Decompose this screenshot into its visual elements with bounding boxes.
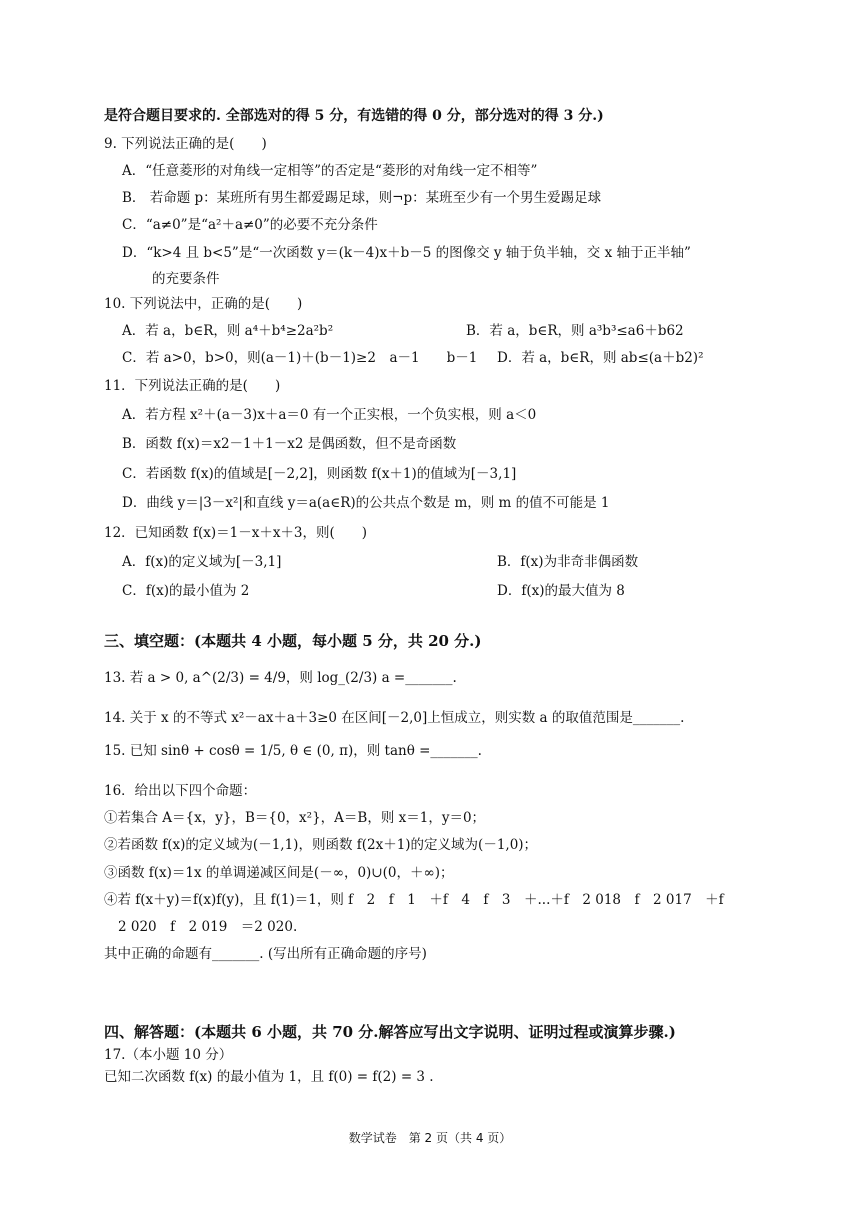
text-line: A．若 a，b∈R，则 a⁴＋b⁴≥2a²b² (122, 323, 334, 339)
text-line: 11．下列说法正确的是( ) (104, 378, 281, 394)
text-line: 14. 关于 x 的不等式 x²－ax＋a＋3≥0 在区间[－2,0]上恒成立，则实数 a 的取值范围是_______. (104, 710, 685, 726)
text-line: 10. 下列说法中，正确的是( ) (104, 296, 303, 312)
text-line: ②若函数 f(x)的定义域为(－1,1)，则函数 f(2x＋1)的定义域为(－1,0)； (104, 837, 538, 853)
text-line: 2 020 f 2 019 ＝2 020. (118, 919, 298, 935)
text-line: D．“k>4 且 b<5”是“一次函数 y＝(k－4)x＋b－5 的图像交 y 轴于负半轴，交 x 轴于正半轴” (122, 245, 691, 261)
text-line: D．f(x)的最大值为 8 (497, 583, 625, 599)
text-line: 的充要条件 (152, 271, 220, 287)
text-line: B． 若命题 p：某班所有男生都爱踢足球，则¬p：某班至少有一个男生爱踢足球 (122, 190, 602, 206)
section-heading: 三、填空题：(本题共 4 小题，每小题 5 分，共 20 分.) (104, 632, 482, 650)
text-line: 已知二次函数 f(x) 的最小值为 1，且 f(0) = f(2) = 3 . (104, 1069, 434, 1085)
text-line: 15. 已知 sinθ + cosθ = 1/5, θ ∈ (0, π)，则 tanθ =_______. (104, 743, 482, 759)
text-line: 17.（本小题 10 分） (104, 1047, 233, 1063)
text-line: A．若方程 x²＋(a－3)x＋a＝0 有一个正实根，一个负实根，则 a＜0 (122, 407, 537, 423)
text-line: ①若集合 A＝{x，y}，B＝{0，x²}，A＝B，则 x＝1，y＝0； (104, 810, 486, 826)
text-line: 是符合题目要求的. 全部选对的得 5 分，有选错的得 0 分，部分选对的得 3 分.) (104, 108, 604, 124)
text-line: B．函数 f(x)＝x2－1＋1－x2 是偶函数，但不是奇函数 (122, 436, 457, 452)
text-line: C．f(x)的最小值为 2 (122, 583, 250, 599)
text-line: 16．给出以下四个命题： (104, 783, 257, 799)
text-line: 其中正确的命题有_______. (写出所有正确命题的序号) (104, 946, 427, 962)
text-line: A．“任意菱形的对角线一定相等”的否定是“菱形的对角线一定不相等” (122, 163, 538, 179)
text-line: 12．已知函数 f(x)＝1－x＋x＋3，则( ) (104, 525, 368, 541)
text-line: A．f(x)的定义域为[－3,1] (122, 554, 282, 570)
text-line: B．f(x)为非奇非偶函数 (497, 554, 639, 570)
page-footer: 数学试卷 第 2 页（共 4 页） (348, 1131, 512, 1145)
text-line: D．曲线 y＝|3－x²|和直线 y＝a(a∈R)的公共点个数是 m，则 m 的值不可能是 1 (122, 495, 610, 511)
text-line: B．若 a，b∈R，则 a³b³≤a6＋b62 (466, 323, 684, 339)
text-line: 13. 若 a > 0, a^(2/3) = 4/9，则 log_(2/3) a =_______. (104, 670, 457, 686)
text-line: D．若 a，b∈R，则 ab≤(a＋b2)² (497, 350, 704, 366)
text-line: 9. 下列说法正确的是( ) (104, 136, 267, 152)
text-line: ④若 f(x＋y)＝f(x)f(y)，且 f(1)＝1，则 f 2 f 1 ＋f 4 f 3 ＋...＋f 2 018 f 2 017 ＋f (104, 892, 724, 908)
section-heading: 四、解答题：(本题共 6 小题，共 70 分.解答应写出文字说明、证明过程或演算步骤.) (104, 1023, 676, 1041)
text-line: C．“a≠0”是“a²＋a≠0”的必要不充分条件 (122, 217, 378, 233)
text-line: ③函数 f(x)＝1x 的单调递减区间是(－∞，0)∪(0，＋∞)； (104, 865, 454, 881)
text-line: C．若函数 f(x)的值域是[－2,2]，则函数 f(x＋1)的值域为[－3,1] (122, 466, 517, 482)
text-line: C．若 a>0，b>0，则(a－1)＋(b－1)≥2 a－1 b－1 (122, 350, 478, 366)
